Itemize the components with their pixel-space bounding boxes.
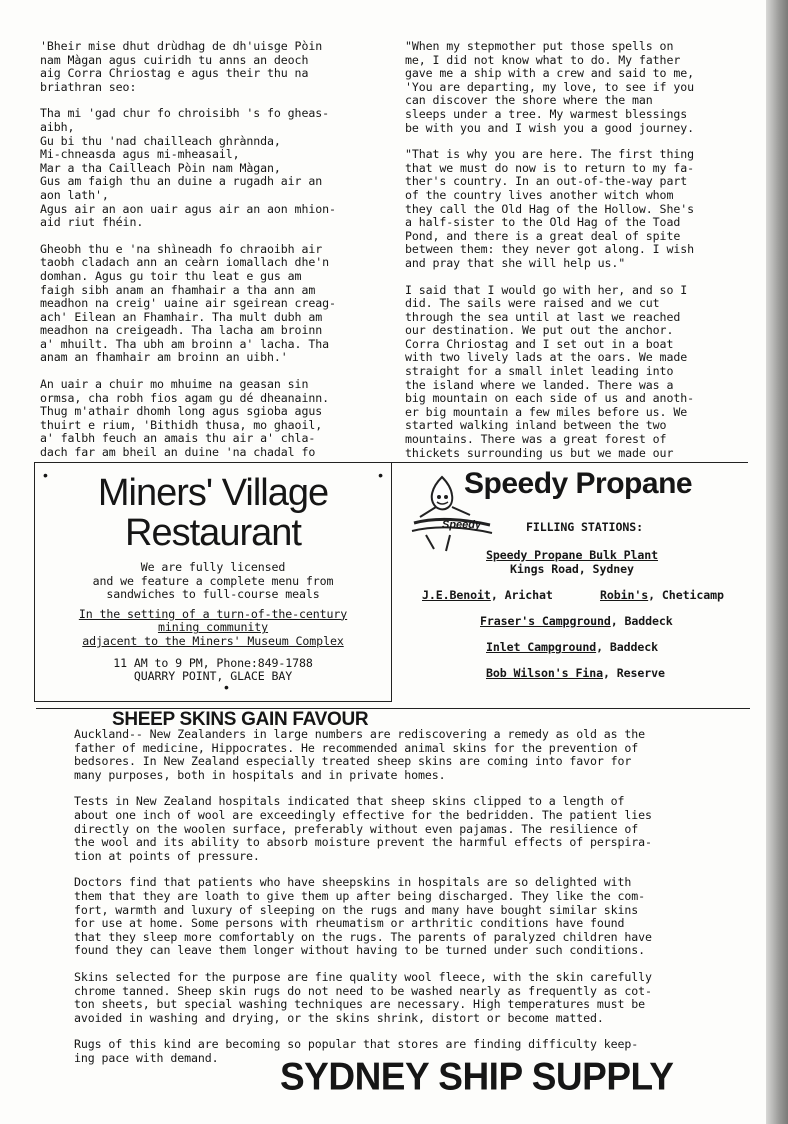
- miners-ad-title: [35, 473, 391, 553]
- propane-ad-title: Speedy Propane: [464, 467, 693, 500]
- station-frasers-place: , Baddeck: [610, 614, 673, 628]
- miners-line-meals: sandwiches to full-course meals: [106, 587, 320, 602]
- station-robins: [600, 589, 724, 603]
- miners-ad-details: [35, 561, 391, 684]
- station-bob-wilson-place: , Reserve: [602, 666, 665, 680]
- bullet-dot: •: [43, 467, 48, 483]
- english-paragraph-2: "That is why you are here. The first thing that we must do now is to return to my fa- ther's country. In an out-of-the-way part of the country lives another witch whom they call the Old Hag of the Hollow. She's a half-sister to the Old Hag of the Toad Pond, and there is a great deal of spite between them: they never got along. I wish and pray that she will help us.": [405, 147, 694, 270]
- speedy-logo-text: Speedy: [442, 519, 482, 531]
- miners-line-community: mining community: [157, 620, 269, 635]
- station-inlet-place: , Baddeck: [596, 640, 659, 654]
- station-inlet-name: Inlet Campground: [486, 640, 597, 654]
- station-frasers-name: Fraser's Campground: [480, 614, 611, 628]
- miners-line-hours: 11 AM to 9 PM, Phone:849-1788: [113, 655, 313, 670]
- miners-title-line2: Restaurant: [125, 512, 301, 554]
- station-bob-wilson: [486, 667, 665, 681]
- miners-line-licensed: We are fully licensed: [140, 560, 286, 574]
- article-paragraph-5: Rugs of this kind are becoming so popular that stores are finding difficulty keep- ing pace with demand.: [74, 1037, 639, 1065]
- station-benoit-place: , Arichat: [490, 588, 553, 602]
- gaelic-paragraph-3: Gheobh thu e 'na shìneadh fo chraoibh air taobh cladach ann an ceàrn iomallach dhe'n domhan. Agus gu toir thu leat e gus am faigh sibh anam an fhamhair a tha ann am meadhon na creig' uaine air sgeirean creag- ach' Eilean an Fhamhair. Tha mult dubh am meadhon na creigeadh. Tha lacha am broinn a' mhuilt. Tha ubh am broinn a' lacha. Tha anam an fhamhair am broinn an uibh.': [40, 241, 336, 365]
- gaelic-paragraph-2: Tha mi 'gad chur fo chroisibh 's fo gheas- aibh, Gu bi thu 'nad chailleach ghrànnda, Mi-chneasda agus mi-mheasail, Mar a tha Cailleach Pòin nam Màgan, Gus am faigh thu an duine a rugadh air an aon lath', Agus air an aon uair agus air an aon mhion- aid riut fhéin.: [40, 106, 336, 230]
- station-frasers: [480, 615, 673, 629]
- filling-stations-heading: FILLING STATIONS:: [526, 520, 643, 534]
- article-paragraph-2: Tests in New Zealand hospitals indicated that sheep skins clipped to a length of about one inch of wool are exceedingly effective for the bedridden. The patient lies directly on the woolen surface, preferably without even pajamas. The resilience of the wool and its ability to absorb moisture prevent the harmful effects of perspira- tion at points of pressure.: [74, 794, 652, 863]
- miners-village-ad: [34, 462, 392, 702]
- page-edge-shadow: [766, 0, 788, 1124]
- gaelic-paragraph-4: An uair a chuir mo mhuime na geasan sin ormsa, cha robh fios agam gu dé dheanainn. Thug m'athair dhomh long agus sgioba agus thuirt e rium, 'Bithidh thusa, mo ghaoil, a' falbh feuch an amais thu air a' chla- dach far am bheil an duine 'na chadal fo: [40, 377, 329, 460]
- miners-line-museum: adjacent to the Miners' Museum Complex: [82, 633, 344, 648]
- miners-line-address: QUARRY POINT, GLACE BAY: [133, 669, 293, 684]
- english-paragraph-1: "When my stepmother put those spells on me, I did not know what to do. My father gave me a ship with a crew and said to me, 'You are departing, my love, to see if you can discover the shore where the man sleeps under a tree. My warmest blessings be with you and I wish you a good journey.: [405, 39, 694, 135]
- miners-line-menu: and we feature a complete menu from: [92, 573, 334, 588]
- station-benoit-name: J.E.Benoit: [422, 588, 491, 602]
- english-text-column: [405, 40, 750, 473]
- station-robins-name: Robin's: [600, 588, 649, 602]
- article-paragraph-3: Doctors find that patients who have sheepskins in hospitals are so delighted with them that they are loath to give them up after being discharged. They like the com- fort, warmth and luxury of sleeping on the rugs and many have bought similar skins for use at home. Some persons with rheumatism or arthritic conditions have found that they sleep more comfortably on the rugs. The parents of paralyzed children have found they can leave them longer without having to be turned under such conditions.: [74, 875, 652, 958]
- sheep-skins-article: [74, 728, 754, 1078]
- gaelic-text-column: [40, 40, 385, 473]
- station-inlet: [486, 641, 658, 655]
- article-paragraph-4: Skins selected for the purpose are fine quality wool fleece, with the skin carefully chrome tanned. Sheep skin rugs do not need to be washed nearly as frequently as cot- ton sheets, but special washing techniques are necessary. High temperatures must be avoided in washing and drying, or the skins shrink, distort or become matted.: [74, 969, 652, 1025]
- station-benoit: [422, 589, 553, 603]
- bullet-dot: •: [224, 679, 229, 695]
- speedy-propane-ad: [392, 462, 748, 701]
- station-robins-place: , Cheticamp: [648, 588, 724, 602]
- article-paragraph-1: Auckland-- New Zealanders in large numbers are rediscovering a remedy as old as the father of medicine, Hippocrates. He recommended animal skins for the prevention of bedsores. In New Zealand especially treated sheep skins are coming into favor for many purposes, both in hospitals and in private homes.: [74, 727, 646, 782]
- miners-title-line1: Miners' Village: [97, 472, 329, 514]
- article-title: SHEEP SKINS GAIN FAVOUR: [112, 709, 369, 730]
- miners-line-setting: In the setting of a turn-of-the-century: [78, 606, 348, 621]
- bullet-dot: •: [378, 467, 383, 483]
- gaelic-paragraph-1: 'Bheir mise dhut drùdhag de dh'uisge Pòin nam Màgan agus cuiridh tu anns an deoch aig Corra Chriostag e agus their thu na briathran seo:: [40, 39, 323, 94]
- station-bob-wilson-name: Bob Wilson's Fina: [486, 666, 603, 680]
- bulk-plant-name: Speedy Propane Bulk Plant: [486, 548, 659, 562]
- english-paragraph-3: I said that I would go with her, and so I did. The sails were raised and we cut through the sea until at last we reached our destination. We put out the anchor. Corra Chriostag and I set out in a boat with two lively lads at the oars. We made straight for a small inlet leading into the island where we landed. There was a big mountain on each side of us and anoth- er big mountain a few miles before us. We started walking inland between the two mountains. There was a great forest of thickets surrounding us but we made our: [405, 282, 694, 460]
- bulk-plant-address: Kings Road, Sydney: [510, 562, 634, 576]
- sydney-ship-supply-ad: SYDNEY SHIP SUPPLY: [280, 1054, 674, 1098]
